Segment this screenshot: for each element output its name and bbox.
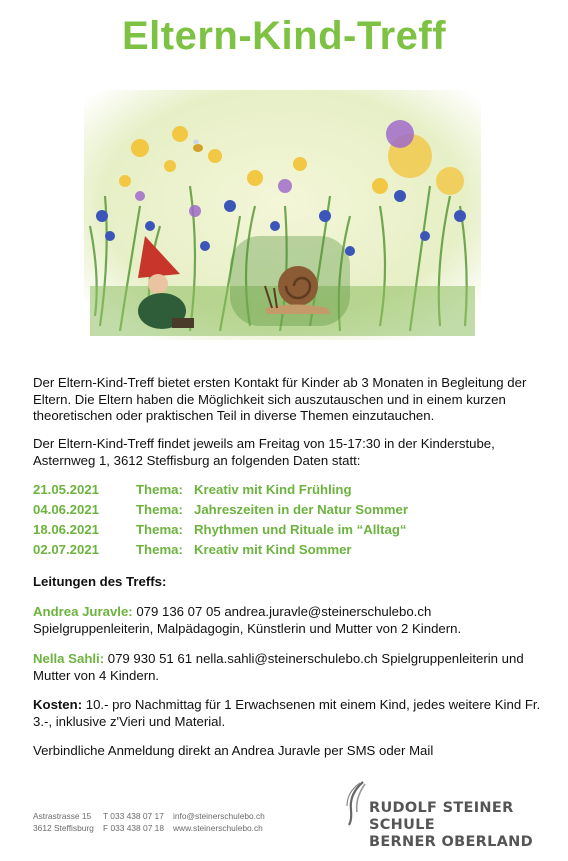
topic: Rhythmen und Rituale im “Alltag“: [194, 522, 407, 537]
logo-line-1: RUDOLF STEINER SCHULE: [369, 800, 514, 833]
watercolor-illustration: [80, 86, 485, 344]
leader-name: Andrea Juravle:: [33, 604, 133, 619]
date: 02.07.2021: [33, 542, 100, 557]
leader-description: Spielgruppenleiterin, Malpädagogin, Künstlerin und Mutter von 2 Kindern.: [33, 620, 462, 636]
costs: [33, 697, 543, 730]
school-logo-text: [369, 800, 568, 851]
logo-line-2: BERNER OBERLAND: [369, 834, 533, 850]
costs-text: 10.- pro Nachmittag für 1 Erwachsenen mit einem Kind, jedes weitere Kind Fr. 3.-, inklusive z'Vieri und Material.: [33, 697, 541, 729]
date: 21.05.2021: [33, 482, 100, 497]
topic: Kreativ mit Kind Frühling: [194, 482, 352, 497]
date-item: [33, 520, 553, 540]
topic-label: Thema:: [136, 542, 183, 557]
website-link[interactable]: www.steinerschulebo.ch: [173, 823, 263, 833]
leader-contact: 079 136 07 05 andrea.juravle@steinerschulebo.ch: [132, 604, 432, 619]
address-city: 3612 Steffisburg: [33, 823, 94, 833]
email-link[interactable]: info@steinerschulebo.ch: [173, 811, 265, 821]
leader-contact: 079 930 51 61 nella.sahli@steinerschulebo.ch Spielgruppenleiterin und Mutter von 4 Kindern.: [33, 651, 524, 683]
phone: T 033 438 07 17: [103, 811, 164, 821]
date-item: [33, 480, 553, 500]
date-item: [33, 500, 553, 520]
leader-andrea: [33, 604, 543, 637]
date: 18.06.2021: [33, 522, 100, 537]
school-logo-icon: [345, 780, 367, 826]
page-title: Eltern-Kind-Treff: [121, 14, 447, 58]
schedule-paragraph: Der Eltern-Kind-Treff findet jeweils am Freitag von 15-17:30 in der Kinderstube, Asternweg 1, 3612 Steffisburg an folgenden Daten statt:: [33, 436, 495, 468]
topic-label: Thema:: [136, 502, 183, 517]
costs-label: Kosten:: [33, 697, 83, 712]
date-item: [33, 540, 553, 560]
registration-note: Verbindliche Anmeldung direkt an Andrea Juravle per SMS oder Mail: [33, 743, 434, 758]
leaders-heading: Leitungen des Treffs:: [33, 574, 167, 589]
leader-name: Nella Sahli:: [33, 651, 105, 666]
fax: F 033 438 07 18: [103, 823, 165, 833]
date: 04.06.2021: [33, 502, 100, 517]
topic-label: Thema:: [136, 522, 183, 537]
topic: Jahreszeiten in der Natur Sommer: [194, 502, 409, 517]
intro-paragraph: Der Eltern-Kind-Treff bietet ersten Kontakt für Kinder ab 3 Monaten in Begleitung der Eltern. Die Eltern haben die Möglichkeit sich auszutauschen und in einem kurzen theoretischen oder praktischen Teil in diverse Themen einzutauchen.: [33, 375, 527, 424]
topic-label: Thema:: [136, 482, 183, 497]
leader-nella: [33, 651, 543, 684]
topic: Kreativ mit Kind Sommer: [194, 542, 352, 557]
address-street: Astrastrasse 15: [33, 811, 92, 821]
dates-list: [33, 480, 553, 560]
